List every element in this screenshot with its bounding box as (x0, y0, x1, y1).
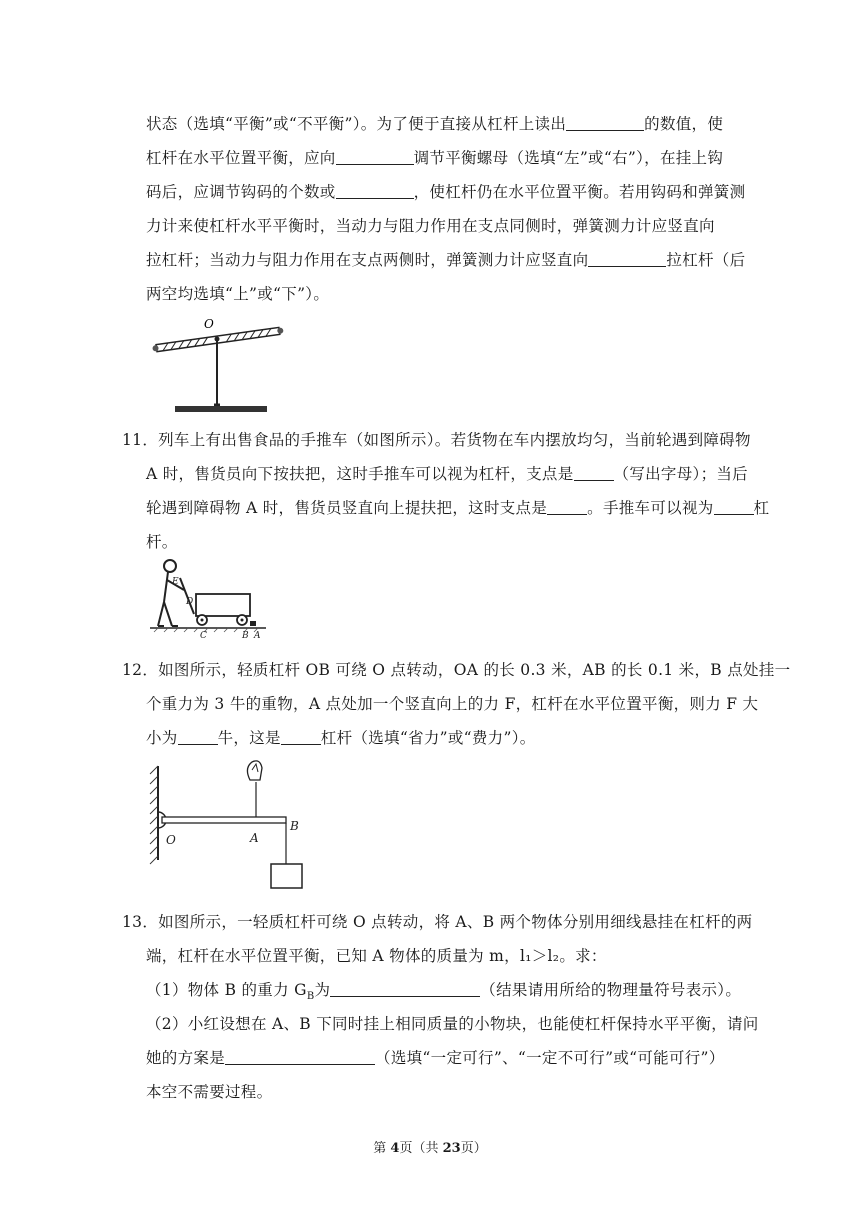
answer-blank[interactable] (574, 465, 614, 482)
q11-line-4: 杆。 (146, 533, 178, 551)
q12-line-2: 个重力为 3 牛的重物，A 点处加一个竖直向上的力 F，杠杆在水平位置平衡，则力 F 大 (146, 695, 759, 713)
q10-line-3: 码后，应调节钩码的个数或 ，使杠杆仍在水平位置平衡。若用钩码和弹簧测 (146, 183, 746, 201)
handcart-figure (150, 554, 270, 644)
lever-stand-figure (148, 308, 288, 418)
q13-line-1: 13．如图所示，一轻质杠杆可绕 O 点转动，将 A、B 两个物体分别用细线悬挂在杠杆的两 (122, 913, 753, 931)
q10-line-6: 两空均选填“上”或“下”）。 (146, 285, 330, 303)
fig-label-o: O (166, 833, 176, 847)
fig-label-e: E (172, 577, 179, 587)
q13-line-5: 她的方案是 （选填“一定可行”、“一定不可行”或“可能可行”） (146, 1049, 725, 1067)
answer-blank[interactable] (330, 981, 480, 998)
q12-line-1: 12．如图所示，轻质杠杆 OB 可绕 O 点转动，OA 的长 0.3 米，AB 的长 0.1 米，B 点处挂一 (122, 661, 791, 679)
answer-blank[interactable] (225, 1049, 375, 1066)
fig-label-o: O (204, 317, 214, 331)
page-footer: 第 4页（共 23页） (373, 1141, 487, 1156)
q10-line-1: 状态（选填“平衡”或“不平衡”）。为了便于直接从杠杆上读出 的数值，使 (146, 115, 724, 133)
q12-line-3: 小为 牛，这是 杠杆（选填“省力”或“费力”）。 (146, 729, 536, 747)
lever-ob-figure (148, 758, 318, 892)
fig-label-b: B (242, 631, 249, 641)
q13-line-2: 端，杠杆在水平位置平衡，已知 A 物体的质量为 m，l₁＞l₂。求： (146, 947, 607, 965)
fig-label-d: D (186, 597, 194, 607)
page-total: 23 (442, 1141, 461, 1156)
answer-blank[interactable] (714, 499, 754, 516)
q10-line-4: 力计来使杠杆水平平衡时，当动力与阻力作用在支点同侧时，弹簧测力计应竖直向 (146, 217, 715, 235)
q10-line-5: 拉杠杆；当动力与阻力作用在支点两侧时，弹簧测力计应竖直向 拉杠杆（后 (146, 251, 746, 269)
answer-blank[interactable] (566, 115, 644, 132)
page-number: 4 (390, 1141, 400, 1156)
q13-line-6: 本空不需要过程。 (146, 1083, 273, 1101)
fig-label-b: B (290, 819, 299, 833)
answer-blank[interactable] (281, 729, 321, 746)
q11-line-2: A 时，售货员向下按扶把，这时手推车可以视为杠杆，支点是 （写出字母）；当后 (146, 465, 748, 483)
fig-label-a: A (254, 631, 261, 641)
q11-line-3: 轮遇到障碍物 A 时，售货员竖直向上提扶把，这时支点是 。手推车可以视为 杠 (146, 499, 770, 517)
answer-blank[interactable] (178, 729, 218, 746)
answer-blank[interactable] (336, 149, 414, 166)
fig-label-c: C (200, 631, 207, 641)
fig-label-a: A (250, 831, 259, 845)
q13-line-4: （2）小红设想在 A、B 下同时挂上相同质量的小物块，也能使杠杆保持水平平衡，请问 (146, 1015, 759, 1033)
answer-blank[interactable] (547, 499, 587, 516)
answer-blank[interactable] (336, 183, 414, 200)
answer-blank[interactable] (588, 251, 666, 268)
q11-line-1: 11．列车上有出售食品的手推车（如图所示）。若货物在车内摆放均匀，当前轮遇到障碍物 (122, 431, 751, 449)
q13-line-3: （1）物体 B 的重力 $G_B$为 （结果请用所给的物理量符号表示）。 (146, 981, 742, 1003)
q10-line-2: 杠杆在水平位置平衡，应向 调节平衡螺母（选填“左”或“右”），在挂上钩 (146, 149, 724, 167)
